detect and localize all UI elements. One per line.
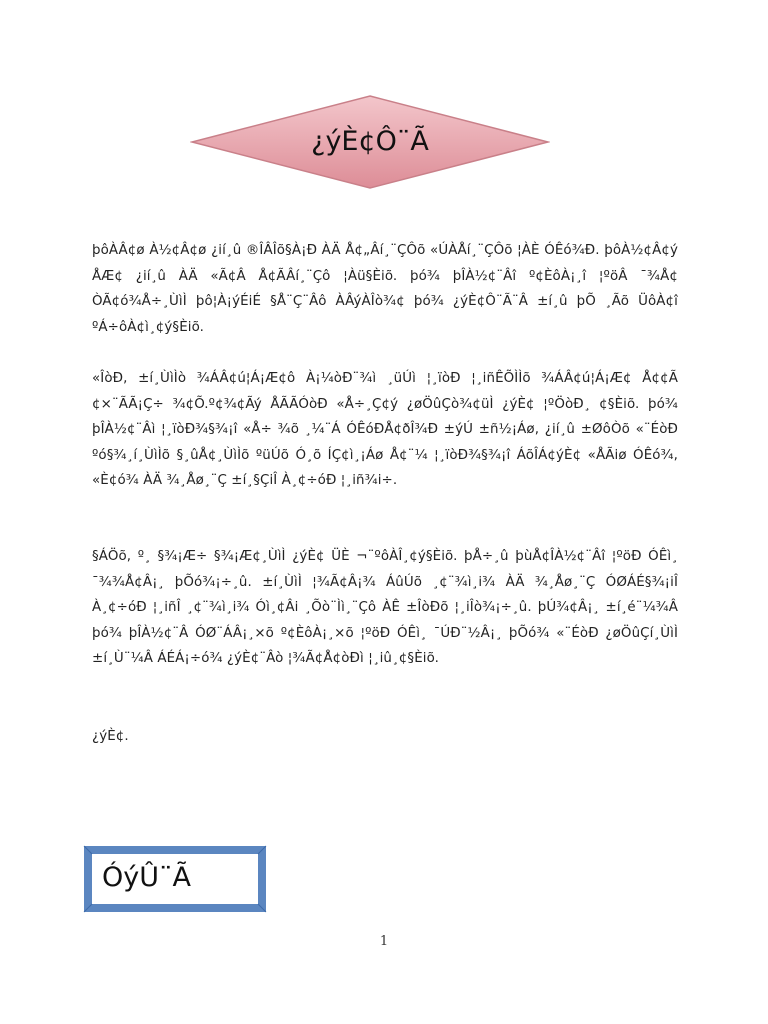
paragraph-2: «ÎòÐ, ±í¸ÙìÌò ¾ÁÂ¢ú¦Á¡Æ¢ô À¡¼òÐ¨¾ì ¸üÚì ¦¸ïòÐ ¦¸iñÊÕÌÌõ ¾ÁÂ¢ú¦Á¡Æ¢ Å¢¢Ã ¢×¨ÃÃ¡Ç÷ ¾¢Õ.º¢¾¢Ãý ÅÃÃÓòÐ «Å÷¸Ç¢ý ¿øÖûÇò¾¢üÌ ¿ýÈ¢ ¦ºÖòÐ¸ ¢§Èiõ. þó¾ þÎÀ½¢¨Âì ¦¸ïòÐ¾§¾¡î «Å÷ ¾õ ¸¼¨Á ÓÊóÐÅ¢ðÎ¾Ð ±ýÚ ±ñ½¡Áø, ¿ií¸û ±ØôÒõ «¨ÉòÐ ºó§¾¸í¸ÙìÌõ §¸ûÅ¢¸ÙìÌõ ºüÚõ Ó¸õ ÍÇ¢ì¸¡Áø Å¢¨¼ ¦¸ïòÐ¾§¾¡î ÁõÎÁ¢ýÈ¢ «ÅÃiø ÓÊó¾, «È¢ó¾ ÀÄ ¾¸Åø¸¨Ç ±í¸§ÇiÎ À¸¢÷óÐ ¦¸iñ¾i÷.: [92, 371, 678, 489]
title-diamond: [190, 94, 550, 190]
paragraph-3: §ÁÖõ, º¸ §¾¡Æ÷ §¾¡Æ¢¸ÙìÌ ¿ýÈ¢ ÜÈ ¬¨ºôÀÎ¸¢ý§Èiõ. þÅ÷¸û þùÅ¢ÎÀ½¢¨Âî ¦ºöÐ ÓÊì¸ ¯¾¾Å¢Â¡¸ þÕó¾¡÷¸û. ±í¸ÙìÌ ¦¾Ã¢Â¡¾ ÁûÚõ ¸¢¨¾ì¸i¾ ÀÄ ¾¸Åø¸¨Ç ÓØÁÉ§¾¡iÎ À¸¢÷óÐ ¦¸iñÎ ¸¢¨¾ì¸i¾ Óì¸¢Âi ¸Õò¨Ìì¸¨Çô ÀÊ ±ÎòÐõ ¦¸iÎò¾¡÷¸û. þÚ¾¢Â¡¸ ±í¸é¨¼¾Â þó¾ þÎÀ½¢¨Â ÓØ¨ÁÂ¡¸×õ º¢ÈôÀ¡¸×õ ¦ºöÐ ÓÊì¸ ¯ÚÐ¨½Â¡¸ þÕó¾ «¨ÉòÐ ¿øÖûÇí¸ÙìÌ ±í¸Ù¨¼Â ÁÉÁ¡÷ó¾ ¿ýÈ¢¨Âò ¦¾Ã¢Å¢òÐì ¦¸iû¸¢§Èiõ.: [92, 549, 678, 667]
page-title: ¿ýÈ¢Ô¨Ã: [311, 126, 429, 157]
paragraph-4: ¿ýÈ¢.: [92, 729, 129, 744]
section-heading: ÓýÛ¨Ã: [102, 862, 191, 893]
section-heading-frame: [80, 842, 270, 916]
page-number: 1: [379, 934, 389, 949]
paragraph-1: þôÀÂ¢ø À½¢Â¢ø ¿ií¸û ®ÎÂÎõ§À¡Ð ÀÄ Å¢„Âí¸¨ÇÔõ «ÚÀÅí¸¨ÇÔõ ¦ÀÈ ÓÊó¾Ð. þôÀ½¢Â¢ý ÅÆ¢ ¿ií¸û ÀÄ «Ã¢Â Å¢ÃÂí¸¨Çô ¦Àü§Èiõ. þó¾ þÎÀ½¢¨Âî º¢ÈôÀ¡¸î ¦ºöÂ ¯¾Å¢ ÒÃ¢ó¾Å÷¸ÙìÌ þô¦À¡ýÉiÉ §Å¨Ç¨Âô ÀÂýÀÎò¾¢ þó¾ ¿ýÈ¢Ô¨Ã¨Â ±í¸û þÕ ¸Ãõ ÜôÀ¢î ºÁ÷ôÀ¢ì¸¢ý§Èiõ.: [92, 243, 678, 335]
